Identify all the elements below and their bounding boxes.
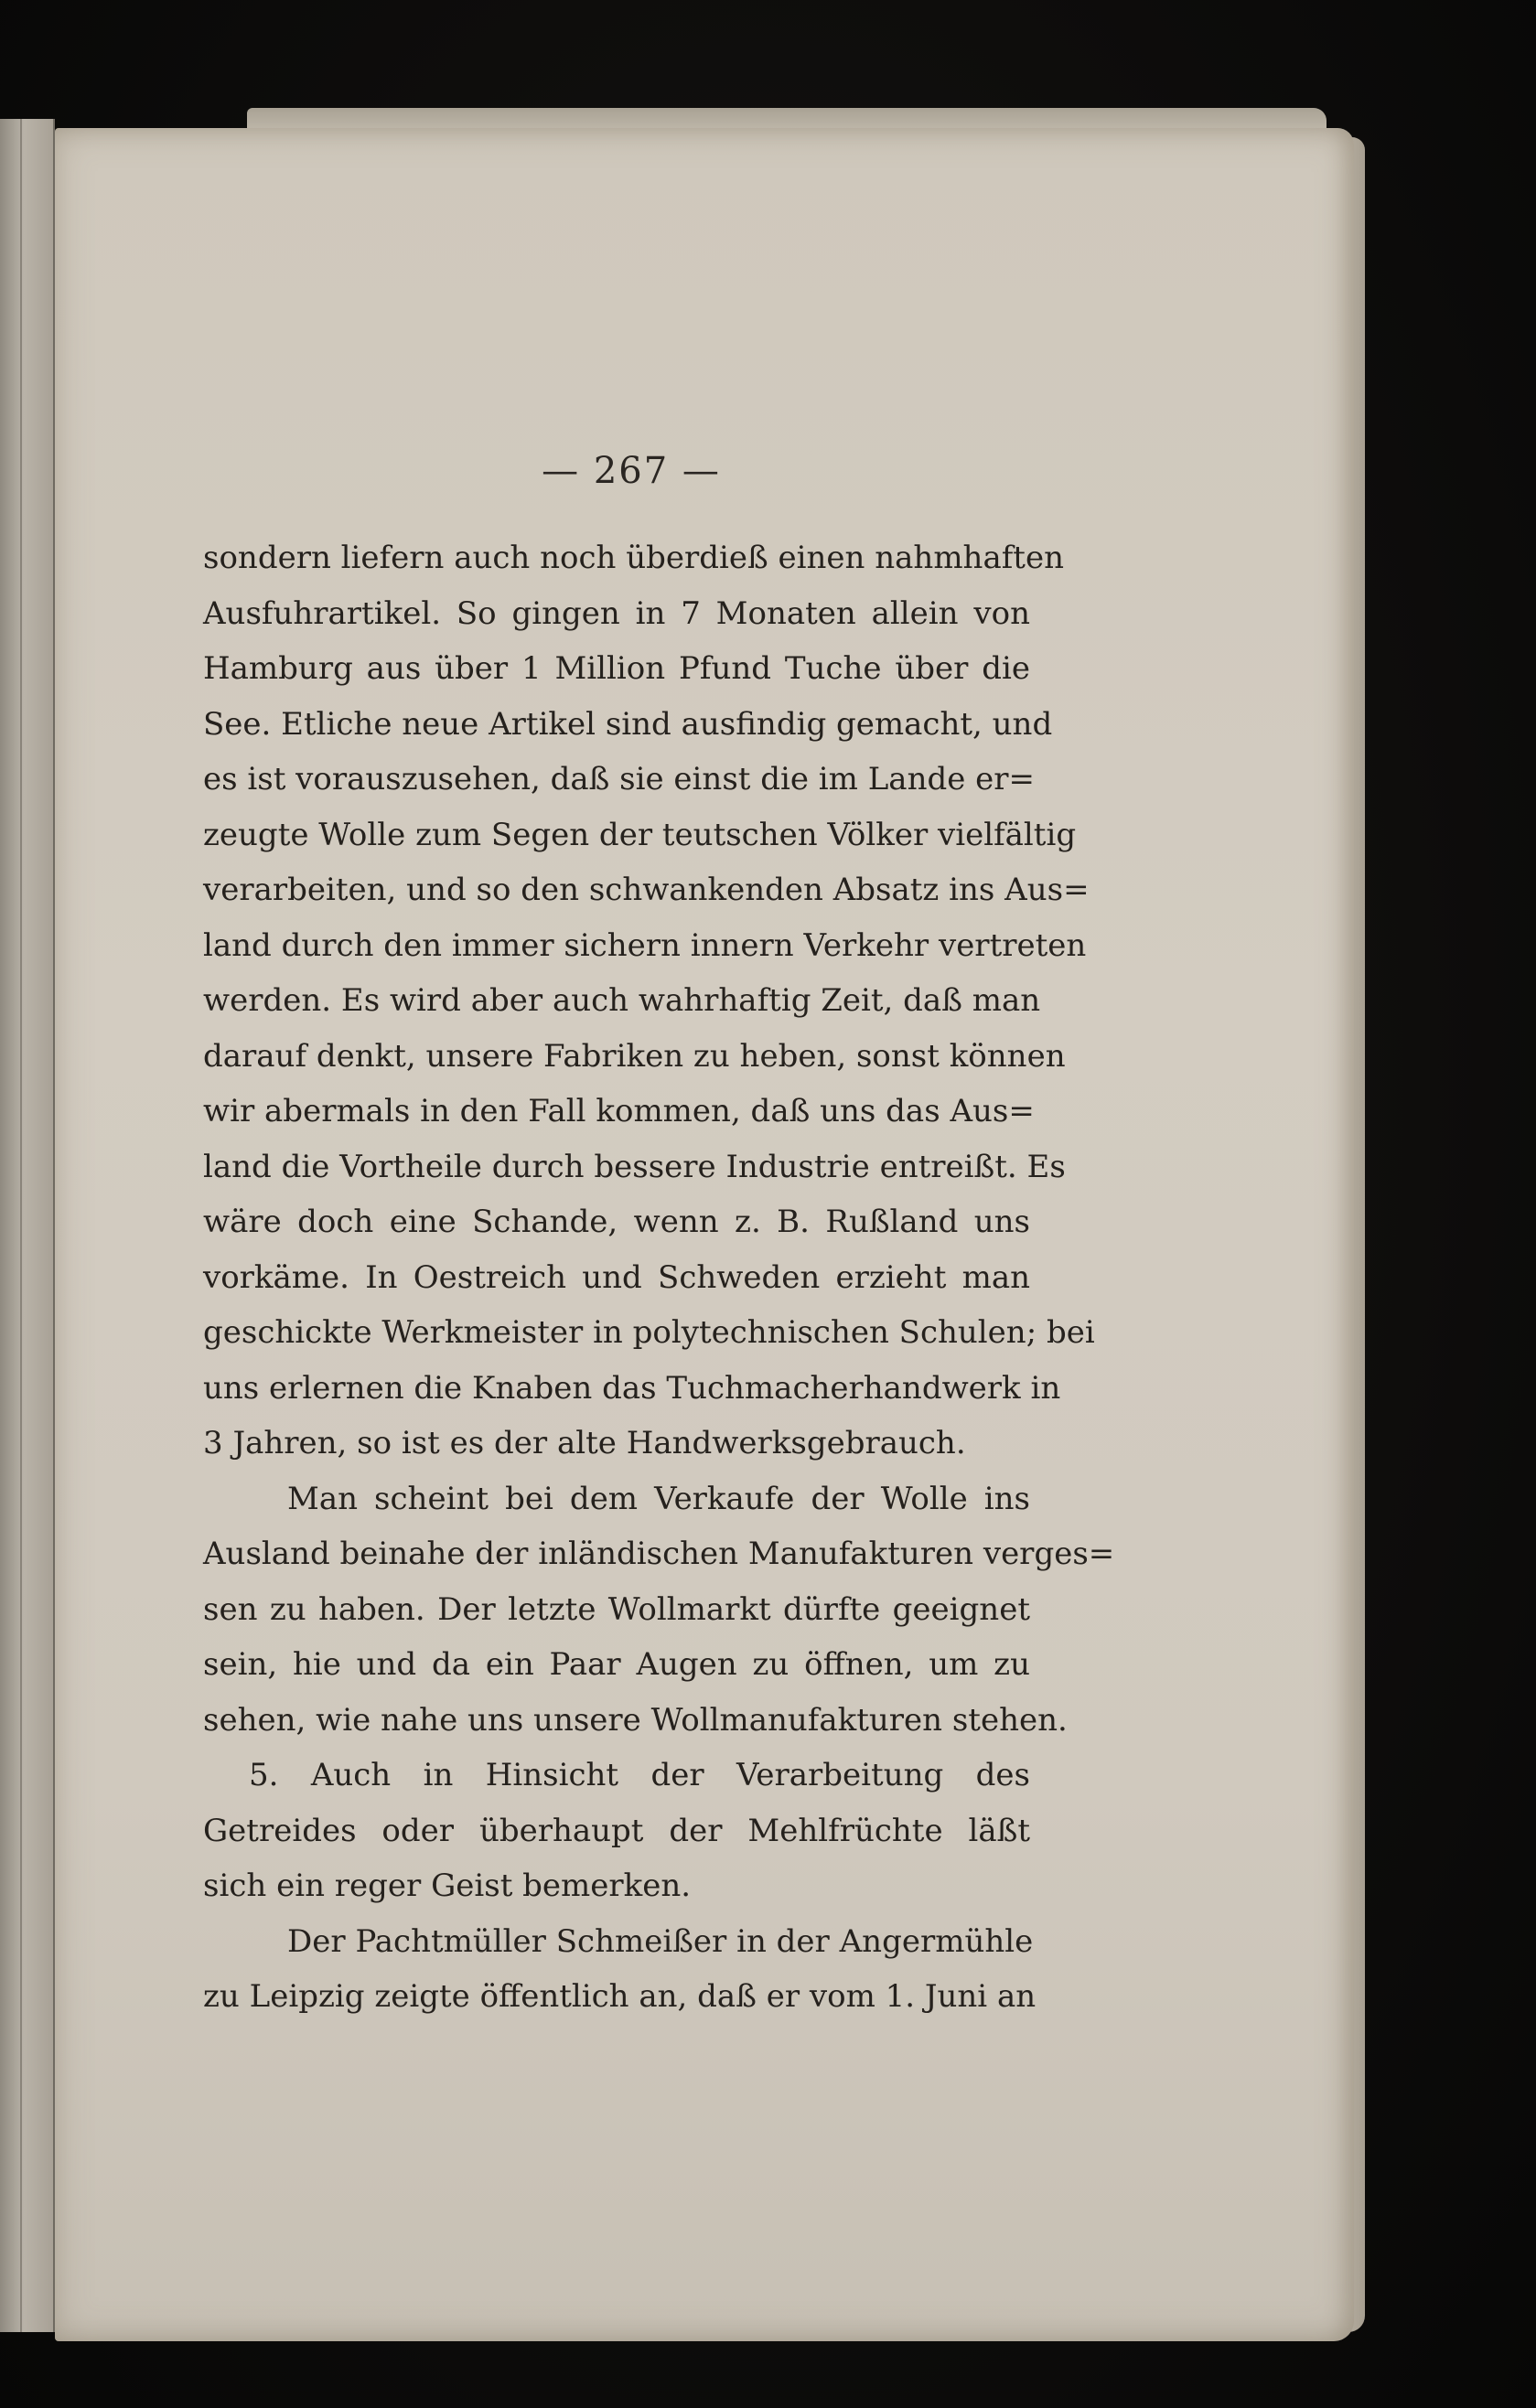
text-line: sein, hie und da ein Paar Augen zu öffnen, um zu bbox=[203, 1646, 1030, 1683]
page-number: — 267 — bbox=[542, 450, 721, 492]
text-line: sondern liefern auch noch überdieß einen nahmhaften bbox=[203, 540, 1064, 576]
text-line: land die Vortheile durch bessere Industrie entreißt. Es bbox=[203, 1148, 1066, 1185]
text-line: zeugte Wolle zum Segen der teutschen Völker vielfältig bbox=[203, 816, 1077, 853]
text-line: es ist vorauszusehen, daß sie einst die im Lande er= bbox=[203, 761, 1036, 797]
text-line: Hamburg aus über 1 Million Pfund Tuche über die bbox=[203, 650, 1030, 687]
text-line: land durch den immer sichern innern Verkehr vertreten bbox=[203, 926, 1087, 964]
text-line: wir abermals in den Fall kommen, daß uns das Aus= bbox=[203, 1093, 1035, 1129]
text-line: geschickte Werkmeister in polytechnischen Schulen; bei bbox=[203, 1314, 1095, 1351]
book-page bbox=[55, 128, 1354, 2341]
text-line: Ausland beinahe der inländischen Manufakturen verges= bbox=[203, 1536, 1115, 1572]
body-text bbox=[203, 530, 1115, 2025]
text-line: darauf denkt, unsere Fabriken zu heben, sonst können bbox=[203, 1037, 1066, 1075]
left-page-edge bbox=[0, 119, 55, 2332]
paragraph-start-line: Der Pachtmüller Schmeißer in der Angermühle bbox=[287, 1922, 1034, 1960]
section-heading-line: 5. Auch in Hinsicht der Verarbeitung des bbox=[249, 1757, 1030, 1793]
text-line: sehen, wie nahe uns unsere Wollmanufakturen stehen. bbox=[203, 1701, 1068, 1739]
text-line: 3 Jahren, so ist es der alte Handwerksgebrauch. bbox=[203, 1425, 966, 1461]
text-line: zu Leipzig zeigte öffentlich an, daß er vom 1. Juni an bbox=[203, 1978, 1037, 2015]
text-line: uns erlernen die Knaben das Tuchmacherhandwerk in bbox=[203, 1369, 1061, 1407]
text-line: sen zu haben. Der letzte Wollmarkt dürfte geeignet bbox=[203, 1590, 1030, 1628]
text-line: wäre doch eine Schande, wenn z. B. Rußland uns bbox=[203, 1204, 1030, 1240]
text-line: sich ein reger Geist bemerken. bbox=[203, 1868, 692, 1904]
paragraph-start-line: Man scheint bei dem Verkaufe der Wolle ins bbox=[287, 1480, 1030, 1517]
text-line: See. Etliche neue Artikel sind ausfindig gemacht, und bbox=[203, 705, 1053, 743]
text-line: verarbeiten, und so den schwankenden Absatz ins Aus= bbox=[203, 872, 1090, 908]
text-line: Ausfuhrartikel. So gingen in 7 Monaten allein von bbox=[203, 594, 1030, 632]
text-line: vorkäme. In Oestreich und Schweden erzieht man bbox=[203, 1258, 1030, 1296]
text-line: Getreides oder überhaupt der Mehlfrüchte läßt bbox=[203, 1812, 1030, 1849]
text-line: werden. Es wird aber auch wahrhaftig Zeit, daß man bbox=[203, 982, 1041, 1019]
